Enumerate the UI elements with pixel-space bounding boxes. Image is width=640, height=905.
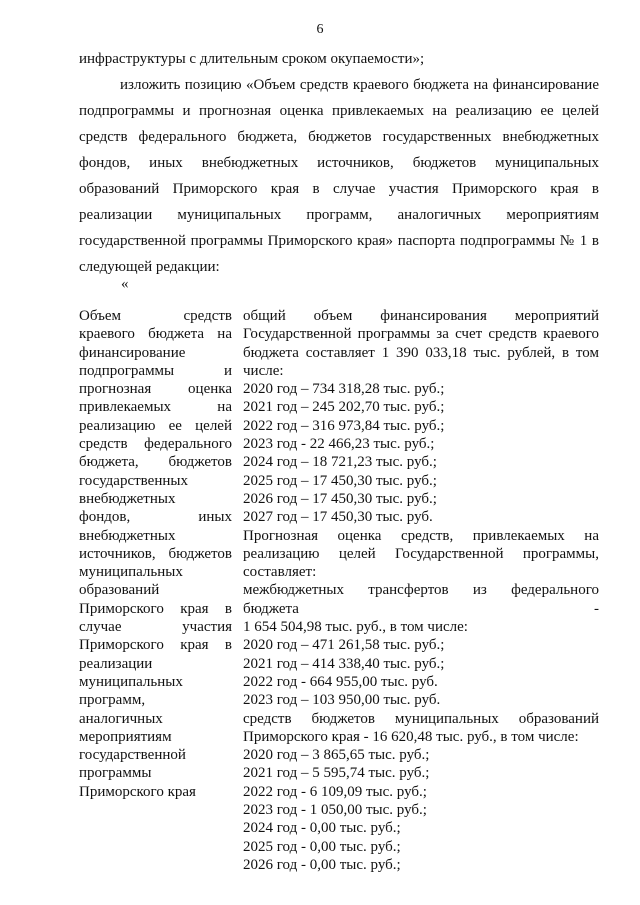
right-column-line: 2020 год – 3 865,65 тыс. руб.; (243, 747, 430, 764)
right-column-line: бюджета составляет 1 390 033,18 тыс. рублей, в том (243, 344, 599, 361)
left-column-line: прогнозная оценка (79, 381, 232, 398)
right-column-line: Приморского края - 16 620,48 тыс. руб., в том числе: (243, 728, 579, 745)
left-column-line: образований (79, 582, 160, 599)
right-column-line: межбюджетных трансфертов из федерального (243, 582, 599, 599)
left-column-line: программ, (79, 692, 146, 709)
opening-quote-mark: « (121, 276, 129, 292)
right-column-line: составляет: (243, 564, 317, 581)
left-column-line: финансирование (79, 344, 186, 361)
right-column-line: 2024 год - 0,00 тыс. руб.; (243, 820, 401, 837)
right-column-line: реализацию целей Государственной программы, (243, 545, 599, 562)
left-column-line: краевого бюджета на (79, 326, 232, 343)
right-column-line: Прогнозная оценка средств, привлекаемых на (243, 527, 599, 544)
left-column-line: Приморского края в (79, 600, 232, 617)
left-column-line: привлекаемых на (79, 399, 232, 416)
left-column-line: мероприятиям (79, 728, 172, 745)
left-column-line: аналогичных (79, 710, 163, 727)
right-column-line: 2023 год - 1 050,00 тыс. руб.; (243, 802, 427, 819)
left-column-line: Приморского края (79, 783, 196, 800)
passport-position-content (243, 307, 599, 874)
left-column-line: подпрограммы и (79, 362, 232, 379)
right-column-line: 2026 год – 17 450,30 тыс. руб.; (243, 490, 437, 507)
right-column-line: 2024 год – 18 721,23 тыс. руб.; (243, 454, 437, 471)
right-column-line: средств бюджетов муниципальных образований (243, 710, 599, 727)
left-column-line: Объем средств (79, 308, 232, 324)
left-column-line: случае участия (79, 619, 232, 636)
right-column-line: 2023 год - 22 466,23 тыс. руб.; (243, 436, 435, 453)
left-column-line: внебюджетных (79, 527, 176, 544)
right-column-line: 2021 год – 414 338,40 тыс. руб.; (243, 655, 445, 672)
right-column-line: 2027 год – 17 450,30 тыс. руб. (243, 509, 433, 526)
left-column-line: реализации (79, 655, 153, 672)
right-column-line: 1 654 504,98 тыс. руб., в том числе: (243, 619, 468, 636)
passport-position-title (79, 307, 232, 801)
left-column-line: реализацию ее целей (79, 417, 232, 434)
right-column-line: 2025 год - 0,00 тыс. руб.; (243, 838, 401, 855)
right-column-line: 2023 год – 103 950,00 тыс. руб. (243, 692, 441, 709)
left-column-line: Приморского края в (79, 637, 232, 654)
left-column-line: программы (79, 765, 152, 782)
right-column-line: общий объем финансирования мероприятий (243, 308, 599, 324)
left-column-line: фондов, иных (79, 509, 232, 526)
intro-line: инфраструктуры с длительным сроком окупаемости»; (79, 51, 425, 67)
left-column-line: бюджета, бюджетов (79, 454, 232, 471)
right-column-line: 2022 год - 664 955,00 тыс. руб. (243, 673, 438, 690)
left-column-line: муниципальных (79, 673, 183, 690)
left-column-line: муниципальных (79, 564, 183, 581)
left-column-line: средств федерального (79, 436, 232, 453)
instruction-paragraph: изложить позицию «Объем средств краевого бюджета на финансирование подпрограммы и прогнозная оценка привлекаемых на реализацию ее целей средств федерального бюджета, бюджетов государственных внебюджетных фондов, иных внебюджетных источников, бюджетов муниципальных образований Приморского края в случае участия Приморского края в реализации муниципальных программ, аналогичных мероприятиям государственной программы Приморского края» паспорта подпрограммы № 1 в следующей редакции: (79, 77, 599, 275)
right-column-line: 2026 год - 0,00 тыс. руб.; (243, 856, 401, 873)
right-column-line: 2022 год – 316 973,84 тыс. руб.; (243, 417, 445, 434)
right-column-line: 2025 год – 17 450,30 тыс. руб.; (243, 472, 437, 489)
left-column-line: источников, бюджетов (79, 545, 232, 562)
right-column-line: 2022 год - 6 109,09 тыс. руб.; (243, 783, 427, 800)
right-column-line: 2020 год – 734 318,28 тыс. руб.; (243, 381, 445, 398)
right-column-line: 2021 год – 5 595,74 тыс. руб.; (243, 765, 430, 782)
right-column-line: числе: (243, 362, 284, 379)
right-column-line: 2020 год – 471 261,58 тыс. руб.; (243, 637, 445, 654)
right-column-line: Государственной программы за счет средств краевого (243, 326, 599, 343)
left-column-line: государственной (79, 747, 186, 764)
right-column-line: 2021 год – 245 202,70 тыс. руб.; (243, 399, 445, 416)
left-column-line: государственных (79, 472, 188, 489)
page-number: 6 (316, 22, 324, 37)
left-column-line: внебюджетных (79, 490, 176, 507)
right-column-line: бюджета - (243, 600, 599, 617)
